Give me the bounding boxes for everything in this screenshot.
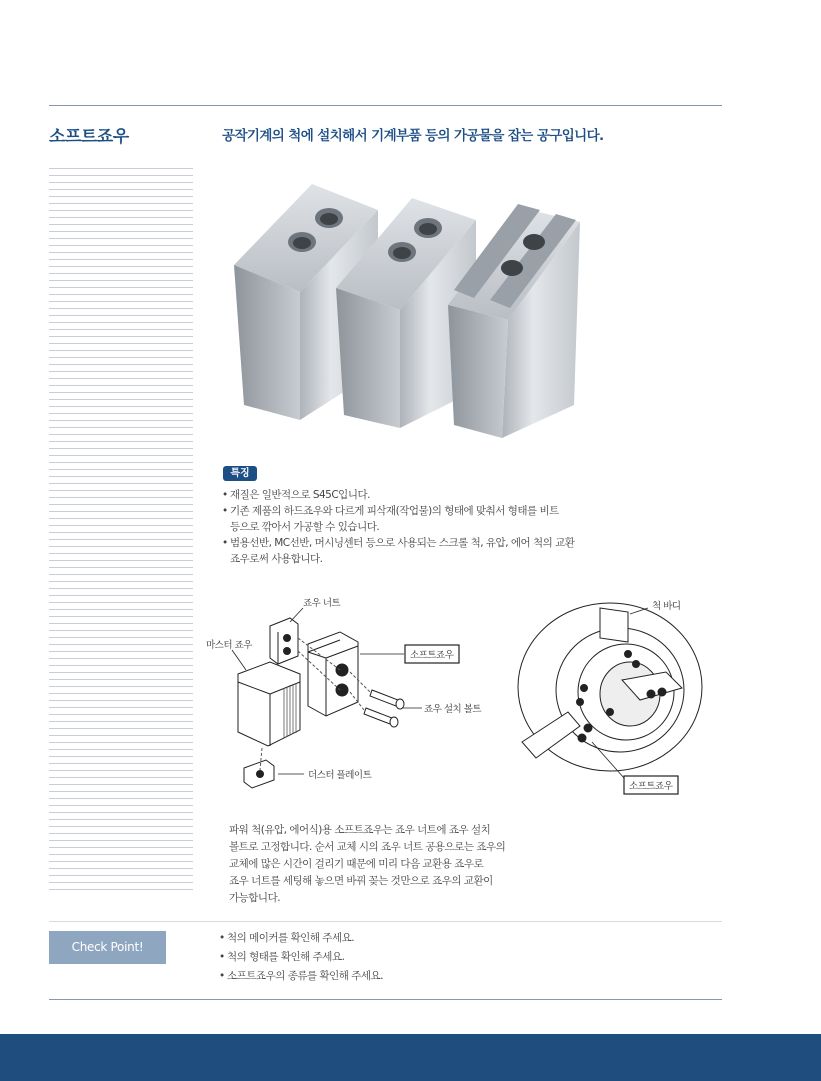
description-line: 교체에 많은 시간이 걸리기 때문에 미리 다음 교환용 죠우로 (229, 858, 484, 870)
bottom-divider (49, 999, 722, 1000)
features-badge: 특징 (223, 466, 257, 481)
feature-item (222, 535, 642, 567)
feature-text-continued: 죠우로써 사용합니다. (230, 553, 323, 565)
feature-text: 재질은 일반적으로 S45C입니다. (230, 489, 370, 501)
feature-text: 기존 제품의 하드죠우와 다르게 피삭재(작업물)의 형태에 맞춰서 형태를 비트 (230, 505, 559, 517)
feature-item (222, 487, 642, 503)
check-point-button[interactable]: Check Point! (49, 931, 166, 964)
soft-jaw-photo (222, 180, 592, 445)
footer-bar (0, 1034, 821, 1081)
chuck-view (518, 603, 702, 771)
checkpoint-text: 척의 메이커를 확인해 주세요. (227, 932, 355, 944)
description-line: 가능합니다. (229, 892, 281, 904)
bullet-icon: • (222, 537, 228, 549)
description-paragraph (229, 822, 549, 907)
page-title: 소프트죠우 (49, 127, 129, 147)
feature-text-continued: 등으로 깎아서 가공할 수 있습니다. (230, 521, 380, 533)
label-mount-bolt: 죠우 설치 볼트 (424, 704, 482, 715)
page-subtitle: 공작기계의 척에 설치해서 기계부품 등의 가공물을 잡는 공구입니다. (222, 128, 604, 144)
checkpoint-divider (49, 921, 722, 922)
top-divider (49, 105, 722, 106)
description-line: 파워 척(유압, 에어식)용 소프트죠우는 죠우 너트에 죠우 설치 (229, 824, 491, 836)
checkpoint-item (219, 967, 383, 986)
description-line: 볼트로 고정합니다. 순서 교체 시의 죠우 너트 공용으로는 죠우의 (229, 841, 506, 853)
bullet-icon: • (222, 505, 228, 517)
label-duster-plate: 더스터 플레이트 (308, 770, 372, 781)
sidebar-stripes (49, 168, 193, 896)
label-chuck-body: 척 바디 (652, 601, 681, 612)
features-list (222, 487, 642, 567)
assembly-diagram (200, 592, 720, 802)
label-jaw-nut: 죠우 너트 (303, 598, 341, 609)
checkpoint-item (219, 929, 383, 948)
label-soft-jaw-left: 소프트죠우 (410, 650, 454, 661)
description-line: 죠우 너트를 세팅해 놓으면 바꿔 꽂는 것만으로 죠우의 교환이 (229, 875, 493, 887)
checkpoint-text: 소프트죠우의 종류를 확인해 주세요. (227, 970, 383, 982)
bullet-icon: • (222, 489, 228, 501)
checkpoint-item (219, 948, 383, 967)
label-master-jaw: 마스터 죠우 (206, 640, 252, 651)
checkpoint-list (219, 929, 383, 986)
label-soft-jaw-right: 소프트죠우 (629, 781, 673, 792)
bullet-icon: • (219, 970, 225, 982)
feature-text: 범용선반, MC선반, 머시닝센터 등으로 사용되는 스크롤 척, 유압, 에어 척의 교환 (230, 537, 575, 549)
bullet-icon: • (219, 951, 225, 963)
checkpoint-text: 척의 형태를 확인해 주세요. (227, 951, 345, 963)
exploded-view (238, 618, 404, 788)
bullet-icon: • (219, 932, 225, 944)
feature-item (222, 503, 642, 535)
